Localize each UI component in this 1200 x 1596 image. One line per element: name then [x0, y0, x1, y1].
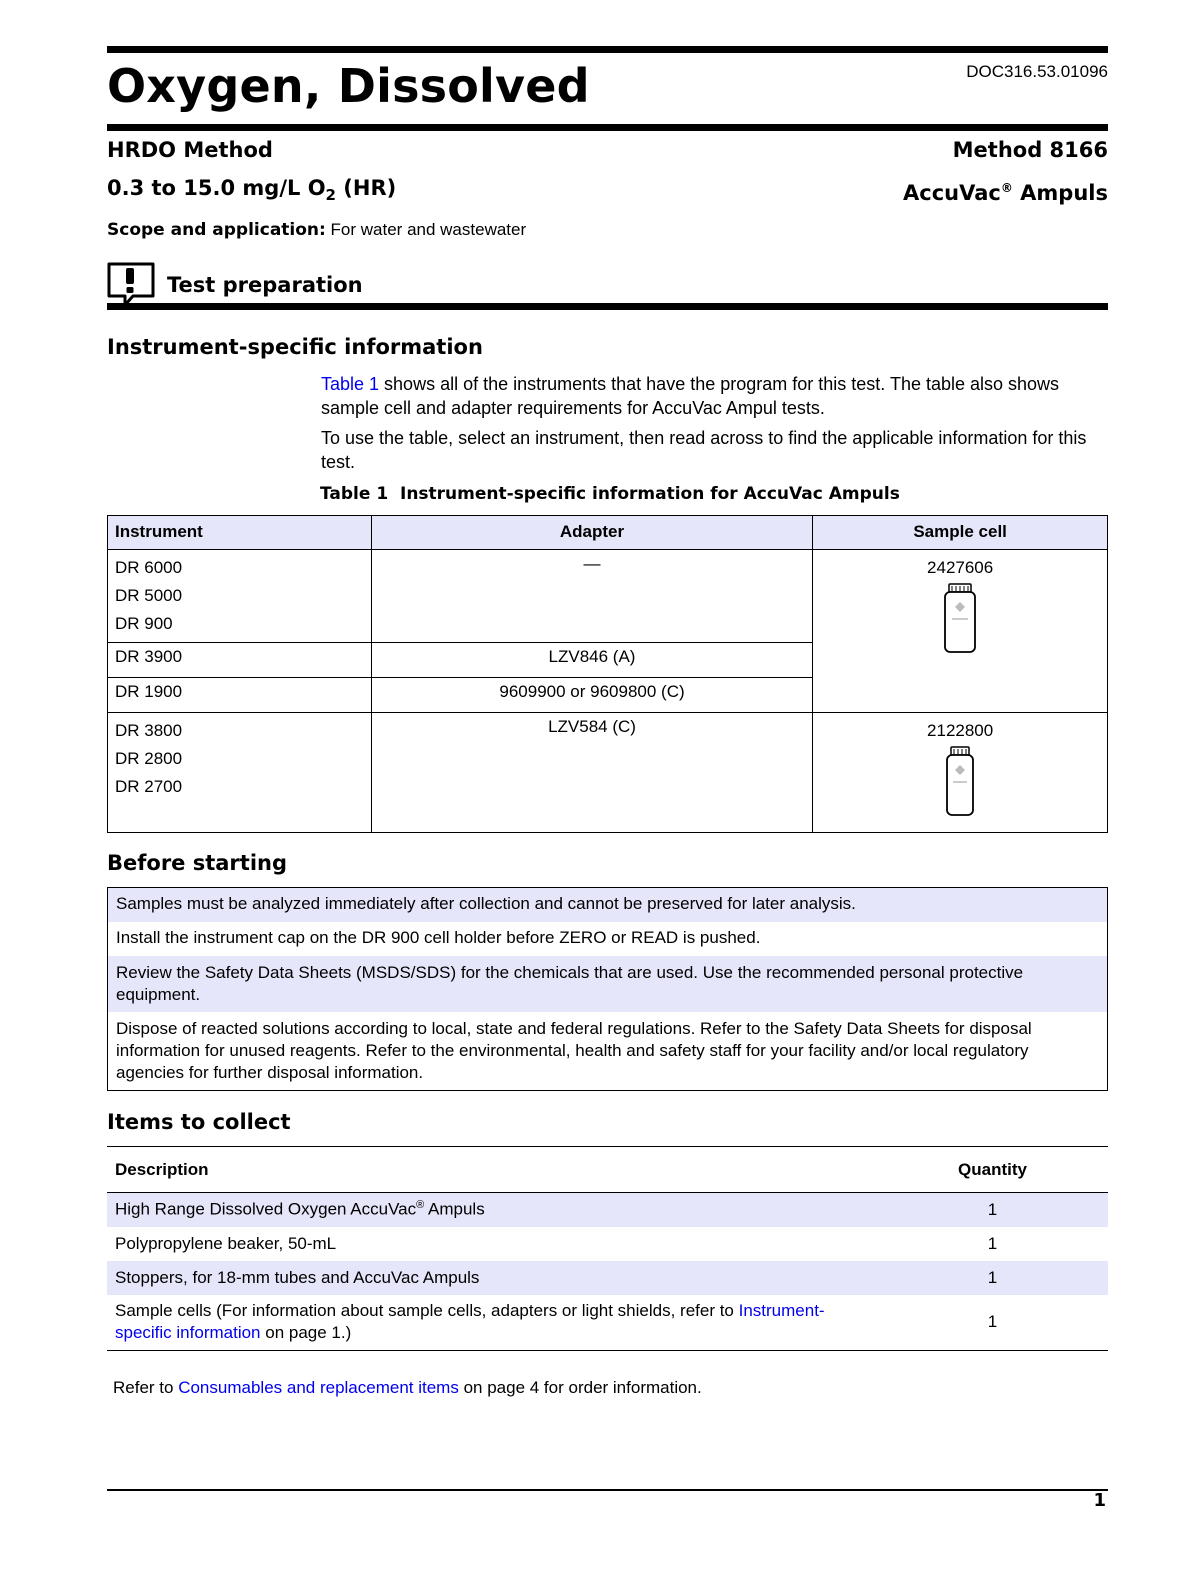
adapter-cell: — [371, 550, 813, 643]
instrument-info-heading: Instrument-specific information [107, 335, 483, 359]
list-item: Install the instrument cap on the DR 900 cell holder before ZERO or READ is pushed. [108, 922, 1108, 956]
item-description: Sample cells (For information about sample cells, adapters or light shields, refer to Instrument-specific information on page 1.) [107, 1295, 877, 1351]
item-description: Stoppers, for 18-mm tubes and AccuVac Ampuls [115, 1267, 480, 1287]
table1-caption [320, 484, 900, 504]
instrument-cell [108, 713, 372, 833]
scope-line [107, 220, 526, 240]
col-header: Adapter [371, 516, 813, 550]
table-header-row [107, 1147, 1108, 1193]
sample-cell [813, 713, 1108, 833]
instrument-name: DR 2800 [115, 749, 183, 768]
table1-link[interactable]: Table 1 [321, 374, 380, 394]
caption-number: Table 1 [320, 484, 389, 504]
col-header: Instrument [108, 516, 372, 550]
list-item: Review the Safety Data Sheets (MSDS/SDS) for the chemicals that are used. Use the recommended personal protective equipment. [108, 956, 1108, 1012]
test-prep-rule [107, 303, 1108, 310]
item-quantity: 1 [987, 1233, 998, 1253]
item-quantity: 1 [987, 1267, 998, 1287]
table-row [108, 713, 1108, 833]
items-to-collect-heading: Items to collect [107, 1110, 291, 1134]
ampuls-prefix: AccuVac [903, 181, 1001, 205]
doc-number: DOC316.53.01096 [966, 62, 1108, 81]
instrument-name: DR 3800 [115, 721, 183, 740]
instrument-info-para1 [321, 372, 1111, 420]
sample-cell-number: 2122800 [927, 721, 994, 740]
page-number: 1 [1093, 1490, 1106, 1511]
before-starting-table [107, 887, 1108, 1091]
method-number: Method 8166 [952, 138, 1108, 162]
test-prep-icon [107, 262, 155, 308]
instrument-name: DR 2700 [115, 777, 183, 796]
sample-cell [813, 550, 1108, 713]
sample-vial-icon [942, 745, 978, 817]
scope-text: For water and wastewater [325, 220, 527, 239]
range-line [107, 174, 396, 209]
instrument-table [107, 515, 1108, 833]
list-item: Samples must be analyzed immediately after collection and cannot be preserved for later analysis. [108, 888, 1108, 922]
instrument-name: DR 900 [115, 614, 173, 633]
instrument-name: DR 6000 [115, 558, 183, 577]
caption-text: Instrument-specific information for AccuVac Ampuls [400, 484, 900, 504]
method-name: HRDO Method [107, 138, 273, 162]
instrument-cell: DR 1900 [108, 678, 372, 713]
top-rule [107, 46, 1108, 53]
ampuls-sup: ® [1000, 181, 1013, 195]
sample-cell-number: 2427606 [927, 558, 994, 577]
table-header-row [108, 516, 1108, 550]
item-description: High Range Dissolved Oxygen AccuVac® Ampuls [115, 1199, 485, 1220]
instrument-cell: DR 3900 [108, 643, 372, 678]
range-suffix: (HR) [335, 176, 397, 200]
instrument-info-para2: To use the table, select an instrument, then read across to find the applicable information for this test. [321, 428, 1087, 472]
col-header: Sample cell [813, 516, 1108, 550]
range-prefix: 0.3 to 15.0 mg/L O [107, 176, 326, 200]
table-row [107, 1261, 1108, 1295]
ampuls-label [903, 174, 1108, 207]
warning-book-icon [107, 262, 155, 308]
page-title: Oxygen, Dissolved [107, 59, 590, 113]
adapter-cell: LZV584 (C) [371, 713, 813, 833]
before-starting-heading: Before starting [107, 851, 288, 875]
table-row [107, 1295, 1108, 1351]
adapter-cell: 9609900 or 9609800 (C) [371, 678, 813, 713]
instrument-cell [108, 550, 372, 643]
table-row [107, 1227, 1108, 1261]
items-table [107, 1146, 1108, 1351]
instrument-name: DR 5000 [115, 586, 183, 605]
instrument-info-link[interactable]: Instrument-specific information [115, 1301, 825, 1343]
title-rule [107, 124, 1108, 131]
test-prep-heading: Test preparation [167, 273, 363, 297]
sample-vial-icon [942, 582, 978, 654]
list-item: Dispose of reacted solutions according to local, state and federal regulations. Refer to the Safety Data Sheets for disposal information for unused reagents. Refer to the environmental, health and safety staff for your facility and/or local regulatory agencies for further disposal information. [108, 1012, 1108, 1091]
table-row [107, 1193, 1108, 1227]
item-quantity: 1 [987, 1199, 998, 1219]
ampuls-suffix: Ampuls [1012, 181, 1108, 205]
item-quantity: 1 [877, 1295, 1108, 1351]
adapter-cell: LZV846 (A) [371, 643, 813, 678]
para1-text: shows all of the instruments that have the program for this test. The table also shows sample cell and adapter requirements for AccuVac Ampul tests. [321, 374, 1060, 418]
col-header: Description [107, 1147, 877, 1193]
scope-label: Scope and application: [107, 220, 326, 240]
consumables-link[interactable]: Consumables and replacement items [178, 1378, 459, 1397]
footer-note: Refer to Consumables and replacement items on page 4 for order information. [113, 1378, 702, 1397]
table-row [108, 550, 1108, 643]
item-description: Polypropylene beaker, 50-mL [115, 1233, 337, 1253]
footer-rule [107, 1489, 1108, 1491]
range-subscript: 2 [325, 186, 336, 205]
col-header: Quantity [877, 1147, 1108, 1193]
